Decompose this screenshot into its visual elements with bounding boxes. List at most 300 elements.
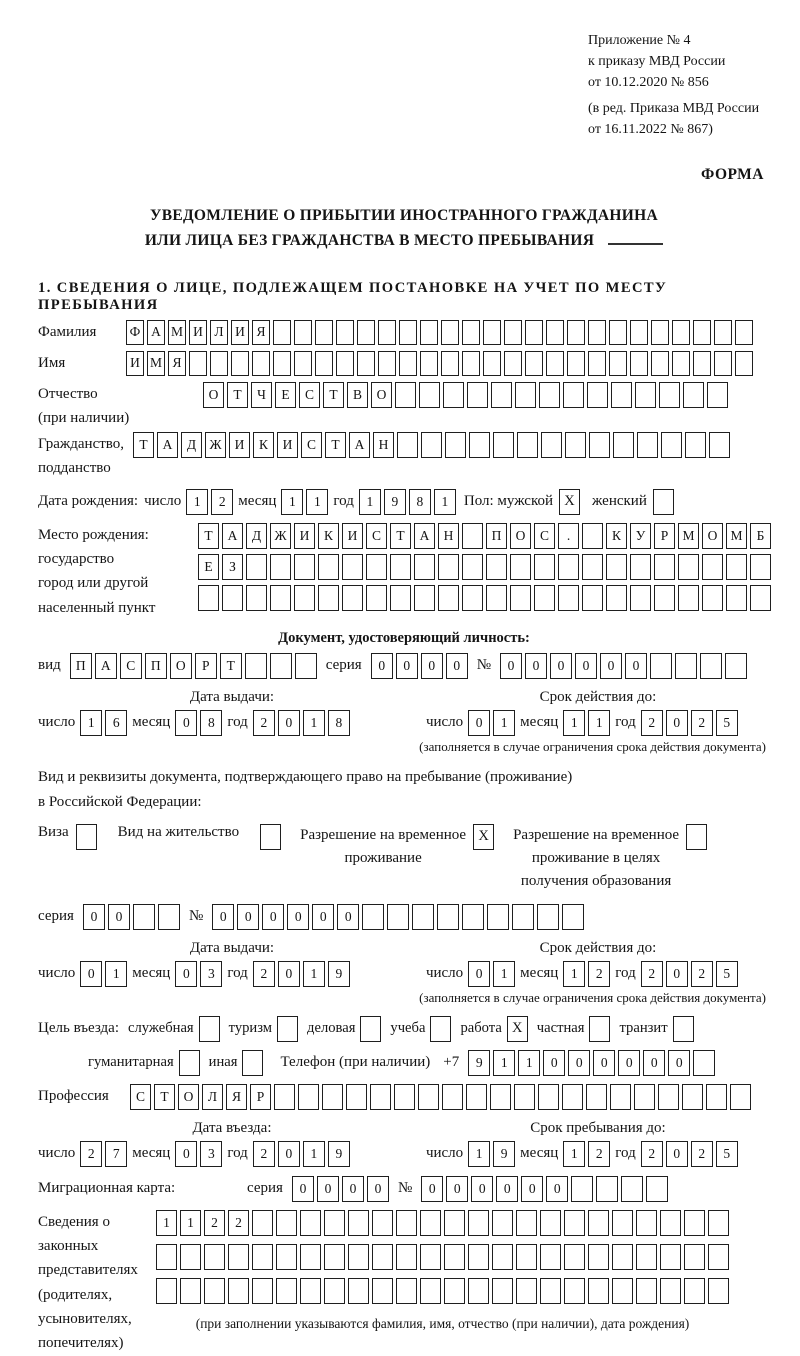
char-cell[interactable] <box>612 1210 633 1236</box>
char-cell[interactable] <box>516 1244 537 1270</box>
char-cell[interactable] <box>709 432 730 458</box>
char-cell[interactable]: 2 <box>80 1141 102 1167</box>
char-cell[interactable] <box>534 554 555 580</box>
temp-permit-edu-checkbox[interactable] <box>686 824 707 850</box>
char-cell[interactable] <box>661 432 682 458</box>
char-cell[interactable] <box>246 585 267 611</box>
char-cell[interactable]: И <box>231 320 249 345</box>
char-cell[interactable] <box>630 320 648 345</box>
char-cell[interactable] <box>609 320 627 345</box>
char-cell[interactable] <box>490 1084 511 1110</box>
char-cell[interactable] <box>609 351 627 376</box>
char-cell[interactable]: 2 <box>588 961 610 987</box>
char-cell[interactable]: 0 <box>471 1176 493 1202</box>
char-cell[interactable]: 0 <box>278 961 300 987</box>
char-cell[interactable] <box>318 554 339 580</box>
char-cell[interactable] <box>378 320 396 345</box>
char-cell[interactable] <box>682 1084 703 1110</box>
char-cell[interactable] <box>252 1210 273 1236</box>
char-cell[interactable]: И <box>294 523 315 549</box>
char-cell[interactable] <box>420 1278 441 1304</box>
char-cell[interactable] <box>684 1210 705 1236</box>
char-cell[interactable]: Ч <box>251 382 272 408</box>
char-cell[interactable]: 1 <box>306 489 328 515</box>
char-cell[interactable] <box>546 320 564 345</box>
char-cell[interactable]: И <box>342 523 363 549</box>
char-cell[interactable] <box>204 1278 225 1304</box>
char-cell[interactable]: 9 <box>384 489 406 515</box>
char-cell[interactable] <box>394 1084 415 1110</box>
char-cell[interactable] <box>412 904 434 930</box>
char-cell[interactable] <box>546 351 564 376</box>
char-cell[interactable] <box>270 554 291 580</box>
char-cell[interactable]: 1 <box>563 961 585 987</box>
char-cell[interactable] <box>462 585 483 611</box>
char-cell[interactable] <box>750 554 771 580</box>
char-cell[interactable] <box>180 1278 201 1304</box>
char-cell[interactable]: 0 <box>278 710 300 736</box>
char-cell[interactable] <box>540 1210 561 1236</box>
char-cell[interactable]: А <box>222 523 243 549</box>
char-cell[interactable] <box>318 585 339 611</box>
char-cell[interactable] <box>445 432 466 458</box>
char-cell[interactable] <box>273 320 291 345</box>
char-cell[interactable] <box>396 1244 417 1270</box>
char-cell[interactable] <box>630 554 651 580</box>
char-cell[interactable] <box>198 585 219 611</box>
char-cell[interactable] <box>444 1210 465 1236</box>
char-cell[interactable]: 0 <box>396 653 418 679</box>
char-cell[interactable] <box>562 904 584 930</box>
char-cell[interactable]: М <box>147 351 165 376</box>
char-cell[interactable]: С <box>366 523 387 549</box>
char-cell[interactable] <box>315 351 333 376</box>
char-cell[interactable] <box>204 1244 225 1270</box>
char-cell[interactable]: Н <box>438 523 459 549</box>
char-cell[interactable] <box>444 1278 465 1304</box>
purpose-official-checkbox[interactable] <box>199 1016 220 1042</box>
char-cell[interactable] <box>654 585 675 611</box>
char-cell[interactable] <box>537 904 559 930</box>
char-cell[interactable] <box>189 351 207 376</box>
char-cell[interactable]: С <box>301 432 322 458</box>
char-cell[interactable] <box>156 1244 177 1270</box>
char-cell[interactable]: М <box>678 523 699 549</box>
char-cell[interactable] <box>462 351 480 376</box>
char-cell[interactable] <box>558 585 579 611</box>
char-cell[interactable]: 0 <box>546 1176 568 1202</box>
char-cell[interactable] <box>342 585 363 611</box>
char-cell[interactable]: 0 <box>568 1050 590 1076</box>
char-cell[interactable] <box>336 320 354 345</box>
char-cell[interactable]: 2 <box>691 710 713 736</box>
char-cell[interactable] <box>222 585 243 611</box>
char-cell[interactable] <box>512 904 534 930</box>
char-cell[interactable] <box>348 1244 369 1270</box>
char-cell[interactable]: 8 <box>409 489 431 515</box>
char-cell[interactable]: Т <box>220 653 242 679</box>
char-cell[interactable] <box>462 320 480 345</box>
char-cell[interactable] <box>252 1278 273 1304</box>
char-cell[interactable] <box>252 351 270 376</box>
char-cell[interactable] <box>660 1210 681 1236</box>
char-cell[interactable] <box>588 320 606 345</box>
char-cell[interactable] <box>372 1210 393 1236</box>
char-cell[interactable] <box>515 382 536 408</box>
char-cell[interactable]: С <box>534 523 555 549</box>
char-cell[interactable]: К <box>318 523 339 549</box>
char-cell[interactable]: 1 <box>518 1050 540 1076</box>
char-cell[interactable] <box>487 904 509 930</box>
purpose-work-checkbox[interactable]: X <box>507 1016 528 1042</box>
char-cell[interactable] <box>492 1244 513 1270</box>
purpose-private-checkbox[interactable] <box>589 1016 610 1042</box>
char-cell[interactable] <box>357 351 375 376</box>
char-cell[interactable]: 0 <box>500 653 522 679</box>
char-cell[interactable]: 5 <box>716 1141 738 1167</box>
char-cell[interactable] <box>276 1210 297 1236</box>
char-cell[interactable] <box>658 1084 679 1110</box>
char-cell[interactable] <box>635 382 656 408</box>
char-cell[interactable]: Я <box>226 1084 247 1110</box>
char-cell[interactable] <box>571 1176 593 1202</box>
char-cell[interactable]: О <box>371 382 392 408</box>
char-cell[interactable] <box>589 432 610 458</box>
char-cell[interactable]: 1 <box>303 710 325 736</box>
char-cell[interactable] <box>672 320 690 345</box>
char-cell[interactable] <box>538 1084 559 1110</box>
char-cell[interactable]: Е <box>198 554 219 580</box>
char-cell[interactable] <box>274 1084 295 1110</box>
char-cell[interactable] <box>612 1278 633 1304</box>
char-cell[interactable]: 9 <box>493 1141 515 1167</box>
char-cell[interactable] <box>483 351 501 376</box>
char-cell[interactable] <box>441 320 459 345</box>
char-cell[interactable] <box>516 1210 537 1236</box>
char-cell[interactable]: 1 <box>281 489 303 515</box>
char-cell[interactable] <box>562 1084 583 1110</box>
char-cell[interactable]: 0 <box>292 1176 314 1202</box>
char-cell[interactable]: 0 <box>371 653 393 679</box>
char-cell[interactable]: 0 <box>446 1176 468 1202</box>
char-cell[interactable] <box>492 1210 513 1236</box>
purpose-tourism-checkbox[interactable] <box>277 1016 298 1042</box>
char-cell[interactable]: 1 <box>180 1210 201 1236</box>
char-cell[interactable] <box>486 554 507 580</box>
char-cell[interactable]: 1 <box>468 1141 490 1167</box>
char-cell[interactable] <box>228 1244 249 1270</box>
char-cell[interactable]: Я <box>168 351 186 376</box>
char-cell[interactable] <box>708 1244 729 1270</box>
char-cell[interactable]: 5 <box>716 961 738 987</box>
char-cell[interactable] <box>659 382 680 408</box>
char-cell[interactable] <box>637 432 658 458</box>
char-cell[interactable] <box>414 585 435 611</box>
char-cell[interactable] <box>397 432 418 458</box>
char-cell[interactable] <box>437 904 459 930</box>
char-cell[interactable] <box>636 1278 657 1304</box>
char-cell[interactable]: И <box>229 432 250 458</box>
char-cell[interactable] <box>650 653 672 679</box>
temp-permit-checkbox[interactable]: X <box>473 824 494 850</box>
char-cell[interactable] <box>558 554 579 580</box>
char-cell[interactable]: О <box>203 382 224 408</box>
char-cell[interactable]: Т <box>198 523 219 549</box>
char-cell[interactable] <box>420 320 438 345</box>
char-cell[interactable] <box>462 904 484 930</box>
char-cell[interactable] <box>675 653 697 679</box>
char-cell[interactable] <box>588 1278 609 1304</box>
char-cell[interactable]: 5 <box>716 710 738 736</box>
char-cell[interactable] <box>606 585 627 611</box>
char-cell[interactable]: Т <box>227 382 248 408</box>
char-cell[interactable]: 3 <box>200 1141 222 1167</box>
char-cell[interactable] <box>348 1210 369 1236</box>
char-cell[interactable] <box>708 1278 729 1304</box>
char-cell[interactable] <box>342 554 363 580</box>
char-cell[interactable] <box>468 1210 489 1236</box>
sex-female-checkbox[interactable] <box>653 489 674 515</box>
char-cell[interactable] <box>735 320 753 345</box>
purpose-transit-checkbox[interactable] <box>673 1016 694 1042</box>
char-cell[interactable]: И <box>126 351 144 376</box>
char-cell[interactable] <box>517 432 538 458</box>
char-cell[interactable]: У <box>630 523 651 549</box>
char-cell[interactable]: 1 <box>186 489 208 515</box>
sex-male-checkbox[interactable]: X <box>559 489 580 515</box>
char-cell[interactable] <box>438 585 459 611</box>
char-cell[interactable]: 0 <box>496 1176 518 1202</box>
char-cell[interactable]: Л <box>202 1084 223 1110</box>
char-cell[interactable] <box>469 432 490 458</box>
char-cell[interactable] <box>725 653 747 679</box>
char-cell[interactable]: 0 <box>175 710 197 736</box>
char-cell[interactable] <box>539 382 560 408</box>
char-cell[interactable] <box>693 1050 715 1076</box>
purpose-humanitarian-checkbox[interactable] <box>179 1050 200 1076</box>
char-cell[interactable] <box>420 351 438 376</box>
char-cell[interactable] <box>210 351 228 376</box>
char-cell[interactable] <box>324 1278 345 1304</box>
char-cell[interactable] <box>300 1210 321 1236</box>
char-cell[interactable]: Д <box>246 523 267 549</box>
char-cell[interactable]: П <box>70 653 92 679</box>
char-cell[interactable]: С <box>120 653 142 679</box>
char-cell[interactable]: 1 <box>588 710 610 736</box>
char-cell[interactable]: 0 <box>337 904 359 930</box>
char-cell[interactable] <box>525 351 543 376</box>
char-cell[interactable] <box>443 382 464 408</box>
char-cell[interactable]: А <box>95 653 117 679</box>
char-cell[interactable]: 1 <box>303 1141 325 1167</box>
char-cell[interactable] <box>726 585 747 611</box>
char-cell[interactable] <box>596 1176 618 1202</box>
char-cell[interactable] <box>414 554 435 580</box>
char-cell[interactable] <box>541 432 562 458</box>
char-cell[interactable] <box>462 523 483 549</box>
char-cell[interactable]: 0 <box>525 653 547 679</box>
char-cell[interactable] <box>492 1278 513 1304</box>
char-cell[interactable] <box>419 382 440 408</box>
char-cell[interactable]: 8 <box>200 710 222 736</box>
char-cell[interactable]: 1 <box>156 1210 177 1236</box>
char-cell[interactable]: Д <box>181 432 202 458</box>
char-cell[interactable]: 0 <box>550 653 572 679</box>
char-cell[interactable]: П <box>145 653 167 679</box>
char-cell[interactable] <box>693 320 711 345</box>
char-cell[interactable]: 0 <box>212 904 234 930</box>
char-cell[interactable] <box>684 1244 705 1270</box>
residence-permit-checkbox[interactable] <box>260 824 281 850</box>
char-cell[interactable]: 0 <box>618 1050 640 1076</box>
char-cell[interactable]: О <box>170 653 192 679</box>
char-cell[interactable] <box>390 585 411 611</box>
char-cell[interactable]: Ф <box>126 320 144 345</box>
char-cell[interactable]: М <box>726 523 747 549</box>
char-cell[interactable] <box>444 1244 465 1270</box>
char-cell[interactable] <box>133 904 155 930</box>
char-cell[interactable]: 0 <box>446 653 468 679</box>
char-cell[interactable]: З <box>222 554 243 580</box>
char-cell[interactable]: И <box>189 320 207 345</box>
char-cell[interactable] <box>252 1244 273 1270</box>
char-cell[interactable]: Б <box>750 523 771 549</box>
char-cell[interactable]: 2 <box>228 1210 249 1236</box>
char-cell[interactable]: Я <box>252 320 270 345</box>
char-cell[interactable] <box>483 320 501 345</box>
char-cell[interactable]: 0 <box>278 1141 300 1167</box>
char-cell[interactable] <box>621 1176 643 1202</box>
char-cell[interactable]: 1 <box>434 489 456 515</box>
char-cell[interactable]: 2 <box>691 1141 713 1167</box>
char-cell[interactable] <box>651 351 669 376</box>
char-cell[interactable] <box>540 1244 561 1270</box>
char-cell[interactable]: 0 <box>521 1176 543 1202</box>
char-cell[interactable]: Т <box>325 432 346 458</box>
char-cell[interactable]: С <box>299 382 320 408</box>
char-cell[interactable] <box>514 1084 535 1110</box>
char-cell[interactable]: 1 <box>563 1141 585 1167</box>
char-cell[interactable]: 1 <box>359 489 381 515</box>
char-cell[interactable] <box>563 382 584 408</box>
char-cell[interactable]: 0 <box>543 1050 565 1076</box>
char-cell[interactable] <box>588 1244 609 1270</box>
char-cell[interactable] <box>468 1278 489 1304</box>
char-cell[interactable] <box>270 585 291 611</box>
char-cell[interactable]: 0 <box>80 961 102 987</box>
char-cell[interactable]: Л <box>210 320 228 345</box>
char-cell[interactable]: 2 <box>691 961 713 987</box>
char-cell[interactable] <box>245 653 267 679</box>
char-cell[interactable]: 0 <box>668 1050 690 1076</box>
char-cell[interactable] <box>582 585 603 611</box>
char-cell[interactable] <box>714 351 732 376</box>
char-cell[interactable] <box>462 554 483 580</box>
char-cell[interactable]: 1 <box>493 1050 515 1076</box>
char-cell[interactable] <box>438 554 459 580</box>
char-cell[interactable] <box>660 1244 681 1270</box>
char-cell[interactable] <box>714 320 732 345</box>
char-cell[interactable]: 0 <box>312 904 334 930</box>
char-cell[interactable]: Т <box>133 432 154 458</box>
char-cell[interactable]: 0 <box>287 904 309 930</box>
char-cell[interactable] <box>634 1084 655 1110</box>
char-cell[interactable]: 1 <box>303 961 325 987</box>
char-cell[interactable] <box>582 523 603 549</box>
char-cell[interactable]: Р <box>654 523 675 549</box>
char-cell[interactable] <box>315 320 333 345</box>
char-cell[interactable] <box>683 382 704 408</box>
char-cell[interactable] <box>510 554 531 580</box>
char-cell[interactable] <box>468 1244 489 1270</box>
char-cell[interactable]: П <box>486 523 507 549</box>
char-cell[interactable] <box>516 1278 537 1304</box>
char-cell[interactable]: 0 <box>367 1176 389 1202</box>
char-cell[interactable] <box>510 585 531 611</box>
char-cell[interactable] <box>246 554 267 580</box>
char-cell[interactable]: 9 <box>328 961 350 987</box>
char-cell[interactable] <box>678 554 699 580</box>
char-cell[interactable] <box>300 1278 321 1304</box>
char-cell[interactable] <box>298 1084 319 1110</box>
char-cell[interactable]: 2 <box>253 710 275 736</box>
char-cell[interactable]: 0 <box>600 653 622 679</box>
char-cell[interactable]: Т <box>390 523 411 549</box>
char-cell[interactable] <box>395 382 416 408</box>
char-cell[interactable]: 1 <box>105 961 127 987</box>
char-cell[interactable] <box>336 351 354 376</box>
char-cell[interactable] <box>630 351 648 376</box>
char-cell[interactable]: 0 <box>666 961 688 987</box>
char-cell[interactable]: 0 <box>108 904 130 930</box>
purpose-business-checkbox[interactable] <box>360 1016 381 1042</box>
char-cell[interactable] <box>441 351 459 376</box>
purpose-other-checkbox[interactable] <box>242 1050 263 1076</box>
char-cell[interactable]: 0 <box>342 1176 364 1202</box>
char-cell[interactable] <box>702 554 723 580</box>
char-cell[interactable] <box>346 1084 367 1110</box>
char-cell[interactable] <box>706 1084 727 1110</box>
char-cell[interactable] <box>612 1244 633 1270</box>
char-cell[interactable] <box>685 432 706 458</box>
char-cell[interactable] <box>276 1244 297 1270</box>
char-cell[interactable] <box>540 1278 561 1304</box>
char-cell[interactable] <box>586 1084 607 1110</box>
char-cell[interactable]: 0 <box>175 1141 197 1167</box>
char-cell[interactable] <box>418 1084 439 1110</box>
char-cell[interactable] <box>636 1244 657 1270</box>
char-cell[interactable]: 0 <box>83 904 105 930</box>
char-cell[interactable] <box>348 1278 369 1304</box>
char-cell[interactable]: А <box>157 432 178 458</box>
char-cell[interactable]: О <box>510 523 531 549</box>
char-cell[interactable] <box>466 1084 487 1110</box>
char-cell[interactable] <box>693 351 711 376</box>
char-cell[interactable] <box>467 382 488 408</box>
char-cell[interactable] <box>294 351 312 376</box>
char-cell[interactable]: 0 <box>666 1141 688 1167</box>
char-cell[interactable]: 0 <box>643 1050 665 1076</box>
char-cell[interactable] <box>420 1244 441 1270</box>
char-cell[interactable] <box>651 320 669 345</box>
char-cell[interactable] <box>387 904 409 930</box>
char-cell[interactable] <box>493 432 514 458</box>
char-cell[interactable]: Р <box>250 1084 271 1110</box>
char-cell[interactable]: Е <box>275 382 296 408</box>
char-cell[interactable] <box>231 351 249 376</box>
char-cell[interactable] <box>156 1278 177 1304</box>
char-cell[interactable] <box>322 1084 343 1110</box>
